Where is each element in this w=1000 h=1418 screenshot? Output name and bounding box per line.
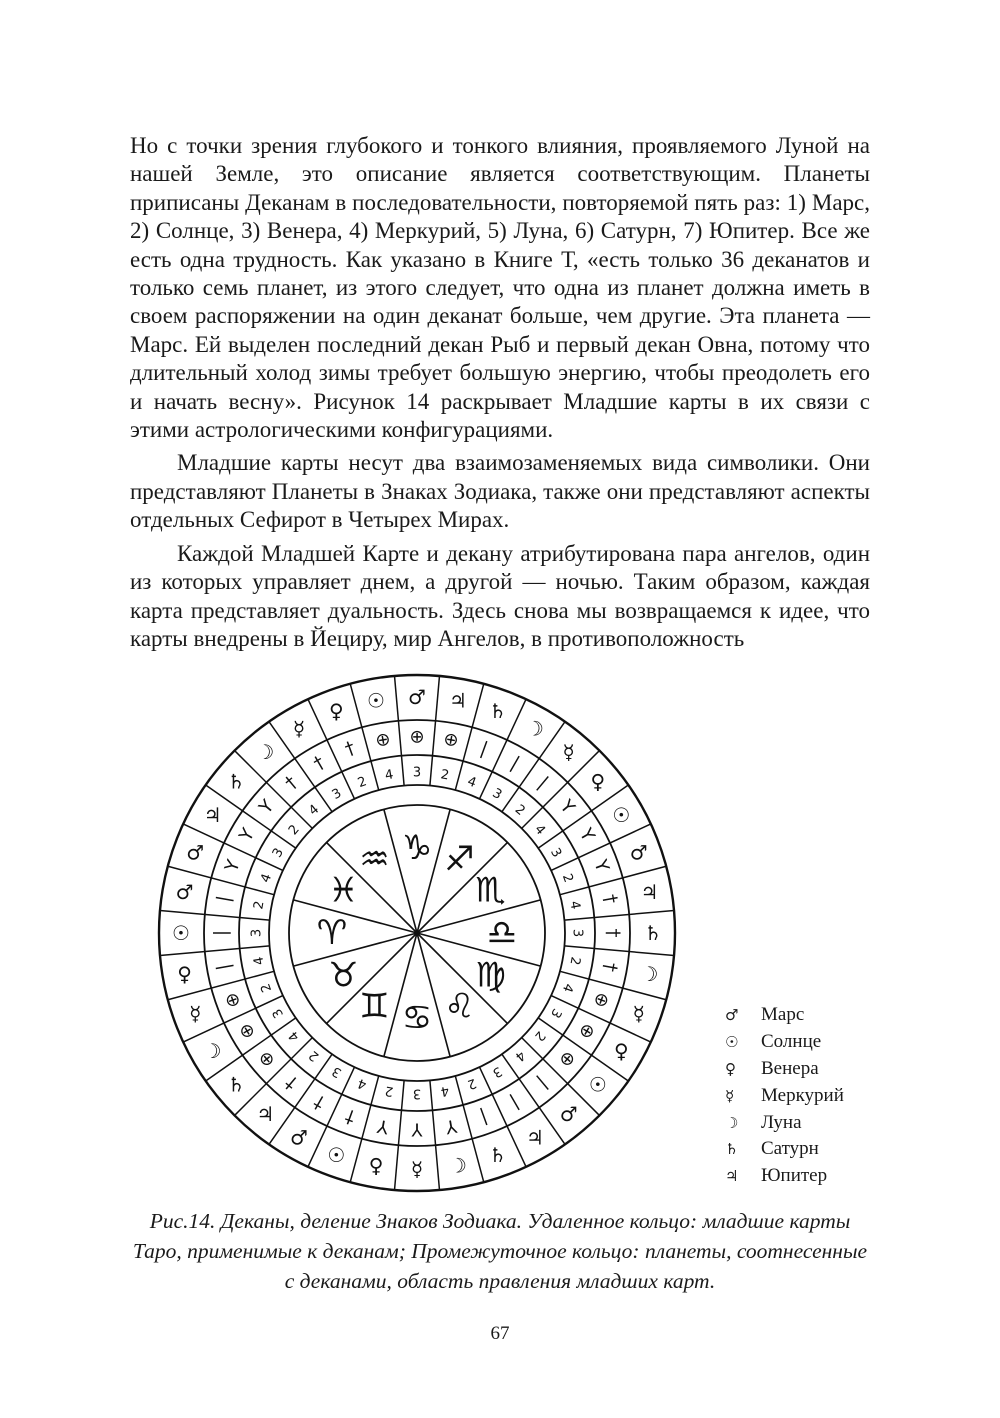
planet-decan-icon: ♄ — [227, 769, 246, 794]
planet-decan-icon: ♃ — [640, 880, 659, 905]
planet-legend — [725, 1002, 844, 1190]
planet-decan-icon: ☽ — [203, 1039, 222, 1063]
decan-wheel-figure — [157, 673, 677, 1193]
card-number-label: 4 — [439, 1082, 451, 1099]
card-number-label: 3 — [269, 1005, 288, 1021]
decan-divider-line — [160, 946, 270, 956]
body-text — [130, 132, 870, 658]
planet-decan-icon: ♂ — [559, 1101, 578, 1126]
card-number-label: 3 — [329, 785, 345, 804]
planet-decan-icon: ☿ — [632, 1001, 645, 1026]
legend-label: Луна — [761, 1111, 802, 1133]
decan-divider-line — [430, 676, 440, 786]
card-suit-icon: Y — [411, 1118, 423, 1140]
card-number-label: 3 — [269, 845, 288, 861]
card-suit-icon: | — [210, 929, 232, 937]
zodiac-sign-icon: ♈ — [316, 913, 348, 953]
card-number-label: 2 — [251, 899, 268, 911]
card-number-label: 4 — [531, 822, 548, 839]
planet-decan-icon: ☿ — [410, 1157, 424, 1181]
card-suit-icon: † — [309, 1091, 329, 1115]
card-suit-icon: Y — [375, 1114, 391, 1138]
paragraph-1: Но с точки зрения глубокого и тонкого влияния, проявляемого Луной на нашей Земле, это описание является соответствующим. Планеты приписаны Деканам в последовательности, повторяемой пять раз: 1) Марс, 2) Солнце, 3) Венера, 4) Меркурий, 5) Луна, 6) Сатурн, 7) Юпитер. Все же есть одна трудность. Как указано в Книге Т, «есть только 36 деканатов и только семь планет, из этого следует, что одна из планет должна иметь в своем распоряжении на один деканат больше, чем другие. Эта планета — Марс. Ей выделен последний декан Рыб и первый декан Овна, потому что длительный холод зимы требует большую энергию, чтобы преодолеть его и начать весну». Рисунок 14 раскрывает Младшие карты в их связи с этими астрологическими конфигурациями. — [130, 133, 870, 443]
card-suit-icon: ⊕ — [373, 728, 393, 752]
sun-icon: ☉ — [725, 1033, 739, 1052]
card-number-label: 4 — [251, 955, 268, 967]
card-suit-icon: | — [533, 1073, 553, 1094]
planet-decan-icon: ☿ — [189, 1001, 202, 1026]
card-number-label: 4 — [355, 1074, 369, 1092]
legend-row — [725, 1002, 844, 1029]
card-number-label: 2 — [558, 871, 576, 885]
zodiac-sign-icon: ♊ — [359, 986, 390, 1027]
card-suit-icon: † — [342, 1105, 358, 1129]
saturn-icon: ♄ — [725, 1140, 739, 1159]
card-number-label: 2 — [355, 774, 369, 792]
card-suit-icon: † — [309, 751, 329, 775]
card-suit-icon: Y — [555, 796, 579, 818]
zodiac-sign-icon: ♍ — [475, 955, 506, 996]
planet-decan-icon: ☿ — [562, 740, 575, 765]
legend-row — [725, 1082, 844, 1109]
decan-divider-line — [522, 751, 600, 829]
planet-decan-icon: ♀ — [614, 1039, 629, 1063]
card-suit-icon: † — [280, 771, 302, 794]
card-suit-icon: Y — [443, 1114, 459, 1138]
card-number-label: 4 — [258, 871, 276, 885]
legend-label: Юпитер — [761, 1165, 828, 1187]
card-suit-icon: Y — [221, 857, 245, 875]
decan-divider-line — [564, 911, 674, 921]
card-suit-icon: † — [280, 1072, 302, 1095]
card-suit-icon: ⊕ — [253, 1046, 280, 1072]
planet-decan-icon: ☽ — [526, 716, 544, 741]
card-number-label: 3 — [546, 1005, 565, 1021]
planet-decan-icon: ☽ — [640, 961, 659, 986]
card-suit-icon: | — [477, 1106, 491, 1129]
card-number-label: 2 — [439, 767, 451, 784]
zodiac-sign-icon: ♐ — [444, 839, 475, 880]
card-number-label: 3 — [489, 1062, 505, 1081]
card-number-label: 2 — [531, 1027, 548, 1044]
planet-decan-icon: ♀ — [368, 1153, 384, 1178]
decan-divider-line — [564, 946, 674, 956]
card-suit-icon: | — [533, 772, 553, 793]
card-number-label: 3 — [546, 845, 565, 861]
card-suit-icon: Y — [574, 824, 599, 846]
planet-decan-icon: ♂ — [186, 840, 205, 865]
card-suit-icon: Y — [589, 857, 613, 875]
page-number: 67 — [490, 1323, 510, 1344]
zodiac-sign-icon: ♌ — [444, 986, 475, 1027]
card-number-label: 2 — [566, 955, 583, 967]
card-number-label: 2 — [465, 1074, 479, 1092]
card-number-label: 4 — [306, 802, 323, 819]
zodiac-sign-icon: ♓ — [328, 870, 359, 911]
legend-row — [725, 1109, 844, 1136]
card-number-label: 2 — [306, 1047, 323, 1064]
planet-decan-icon: ☉ — [588, 1072, 607, 1097]
legend-row — [725, 1136, 844, 1163]
card-suit-icon: Y — [255, 796, 279, 818]
card-suit-icon: ⊕ — [409, 726, 425, 748]
planet-decan-icon: ♂ — [175, 880, 194, 905]
planet-decan-icon: ☽ — [256, 740, 275, 765]
moon-icon: ☽ — [725, 1113, 739, 1132]
card-suit-icon: ⊕ — [573, 1019, 600, 1043]
zodiac-sign-icon: ♒ — [359, 839, 390, 880]
card-number-label: 4 — [286, 1027, 303, 1044]
planet-decan-icon: ♃ — [449, 688, 467, 713]
planet-decan-icon: ♃ — [256, 1101, 275, 1126]
mars-icon: ♂ — [725, 1006, 739, 1025]
venus-icon: ♀ — [725, 1059, 736, 1078]
card-suit-icon: ⊕ — [588, 989, 614, 1011]
card-suit-icon: † — [602, 928, 624, 938]
zodiac-sign-icon: ♑ — [401, 828, 433, 868]
planet-decan-icon: ☉ — [612, 803, 631, 827]
jupiter-icon: ♃ — [725, 1167, 739, 1186]
planet-decan-icon: ☉ — [367, 688, 385, 713]
card-suit-icon: | — [213, 894, 235, 904]
card-number-label: 3 — [412, 1085, 422, 1101]
legend-label: Солнце — [761, 1031, 822, 1053]
paragraph-2: Младшие карты несут два взаимозаменяемых вида символики. Они представляют Планеты в Знаках Зодиака, также они представляют аспекты отдельных Сефирот в Четырех Мирах. — [130, 450, 870, 533]
legend-label: Венера — [761, 1057, 819, 1079]
planet-decan-icon: ☿ — [292, 716, 306, 741]
card-number-label: 3 — [249, 928, 265, 938]
zodiac-sign-icon: ♉ — [328, 955, 359, 996]
planet-decan-icon: ♀ — [177, 961, 192, 986]
mercury-icon: ☿ — [725, 1086, 735, 1105]
card-number-label: 2 — [286, 822, 303, 839]
card-number-label: 2 — [383, 1082, 395, 1099]
card-number-label: 4 — [566, 899, 583, 911]
zodiac-sign-icon: ♋ — [401, 998, 433, 1038]
planet-decan-icon: ♄ — [488, 699, 507, 724]
card-number-label: 2 — [511, 802, 528, 819]
card-number-label: 4 — [383, 767, 395, 784]
card-suit-icon: | — [213, 962, 235, 972]
planet-decan-icon: ♃ — [203, 803, 222, 827]
planet-decan-icon: ♀ — [328, 699, 344, 724]
card-suit-icon: † — [342, 737, 358, 761]
card-suit-icon: † — [598, 960, 622, 974]
legend-row — [725, 1029, 844, 1056]
card-number-label: 3 — [569, 928, 585, 938]
planet-decan-icon: ♄ — [227, 1072, 246, 1097]
card-number-label: 4 — [511, 1047, 528, 1064]
legend-label: Марс — [761, 1004, 805, 1026]
planet-decan-icon: ☽ — [449, 1153, 467, 1178]
planet-decan-icon: ☉ — [327, 1142, 346, 1167]
legend-row — [725, 1056, 844, 1083]
planet-decan-icon: ♀ — [590, 769, 606, 794]
legend-row — [725, 1163, 844, 1190]
planet-decan-icon: ♄ — [488, 1142, 507, 1167]
planet-decan-icon: ♂ — [290, 1125, 308, 1150]
card-suit-icon: ⊕ — [234, 1019, 261, 1043]
card-suit-icon: | — [507, 1092, 523, 1114]
legend-label: Сатурн — [761, 1138, 819, 1160]
card-number-label: 2 — [258, 981, 276, 995]
card-number-label: 3 — [489, 785, 505, 804]
decan-divider-line — [395, 676, 405, 786]
planet-decan-icon: ♂ — [629, 840, 648, 865]
card-suit-icon: ⊕ — [220, 989, 246, 1011]
planet-decan-icon: ☉ — [172, 921, 190, 945]
card-number-label: 4 — [558, 981, 576, 995]
card-suit-icon: ⊕ — [554, 1046, 581, 1072]
decan-divider-line — [395, 1080, 405, 1190]
planet-decan-icon: ♄ — [644, 921, 662, 945]
card-suit-icon: | — [477, 737, 491, 760]
card-number-label: 3 — [412, 765, 422, 781]
card-suit-icon: ⊕ — [441, 728, 461, 752]
card-number-label: 3 — [329, 1062, 345, 1081]
zodiac-sign-icon: ♎ — [486, 913, 518, 953]
paragraph-3: Каждой Младшей Карте и декану атрибутирована пара ангелов, один из которых управляет днем, а другой — ночью. Таким образом, каждая карта представляет дуальность. Здесь снова мы возвращаемся к идее, что карты внедрены в Йециру, мир Ангелов, в противоположность — [130, 540, 870, 651]
card-suit-icon: | — [507, 752, 523, 774]
card-suit-icon: Y — [235, 824, 260, 846]
zodiac-sign-icon: ♏ — [475, 870, 506, 911]
decan-divider-line — [430, 1080, 440, 1190]
card-number-label: 4 — [465, 774, 479, 792]
decan-divider-line — [160, 911, 270, 921]
planet-decan-icon: ♃ — [526, 1125, 544, 1150]
card-suit-icon: † — [598, 892, 622, 906]
legend-label: Меркурий — [761, 1084, 844, 1106]
figure-caption: Рис.14. Деканы, деление Знаков Зодиака. Удаленное кольцо: младшие карты Таро, применимые к деканам; Промежуточное кольцо: планеты, соотнесенные с деканами, область правления младших карт. — [132, 1209, 868, 1293]
planet-decan-icon: ♂ — [408, 685, 426, 709]
